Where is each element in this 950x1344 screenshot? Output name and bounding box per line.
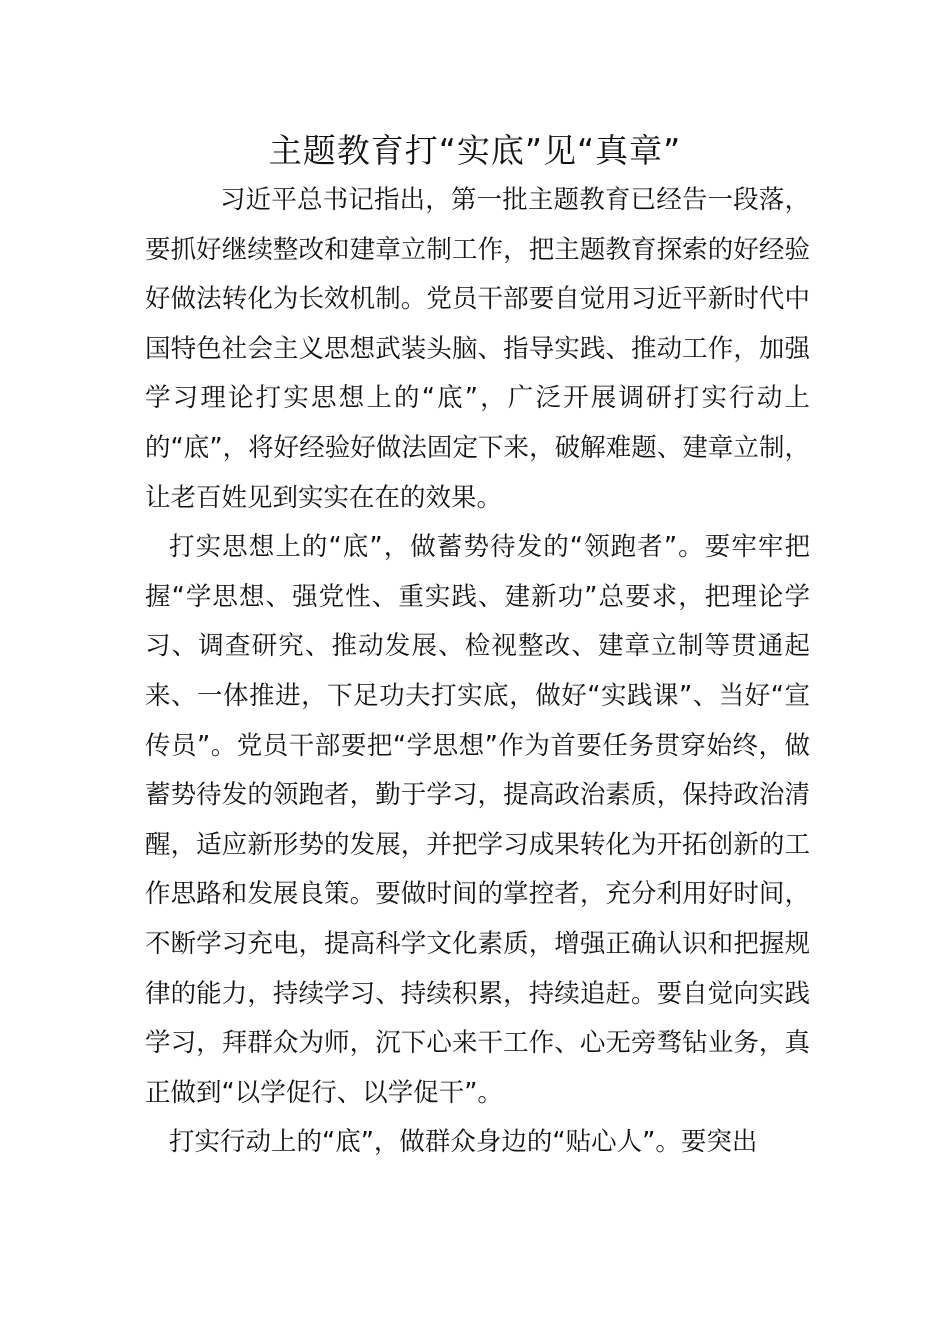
paragraph-action-foundation: 打实行动上的“底”，做群众身边的“贴心人”。要突出 (169, 1127, 758, 1158)
document-title: 主题教育打“实底”见“真章” (268, 131, 682, 170)
paragraph-thought-foundation: 打实思想上的“底”，做蓄势待发的“领跑者”。要牢牢把握“学思想、强党性、重实践、建新功”总要求，把理论学习、调查研究、推动发展、检视整改、建章立制等贯通起来、一体推进，下足功夫打实底，做好“实践课”、当好“宣传员”。党员干部要把“学思想”作为首要任务贯穿始终，做蓄势待发的领跑者，勤于学习，提高政治素质，保持政治清醒，适应新形势的发展，并把学习成果转化为开拓创新的工作思路和发展良策。要做时间的掌控者，充分利用好时间，不断学习充电，提高科学文化素质，增强正确认识和把握规律的能力，持续学习、持续积累，持续追赶。要自觉向实践学习，拜群众为师，沉下心来干工作、心无旁骛钻业务，真正做到“以学促行、以学促干”。 (145, 532, 810, 1108)
paragraph-intro: 习近平总书记指出，第一批主题教育已经告一段落，要抓好继续整改和建章立制工作，把主题教育探索的好经验好做法转化为长效机制。党员干部要自觉用习近平新时代中国特色社会主义思想武装头脑、指导实践、推动工作，加强学习理论打实思想上的“底”，广泛开展调研打实行动上的“底”，将好经验好做法固定下来，破解难题、建章立制，让老百姓见到实实在在的效果。 (145, 185, 810, 513)
document-body (145, 176, 810, 1168)
